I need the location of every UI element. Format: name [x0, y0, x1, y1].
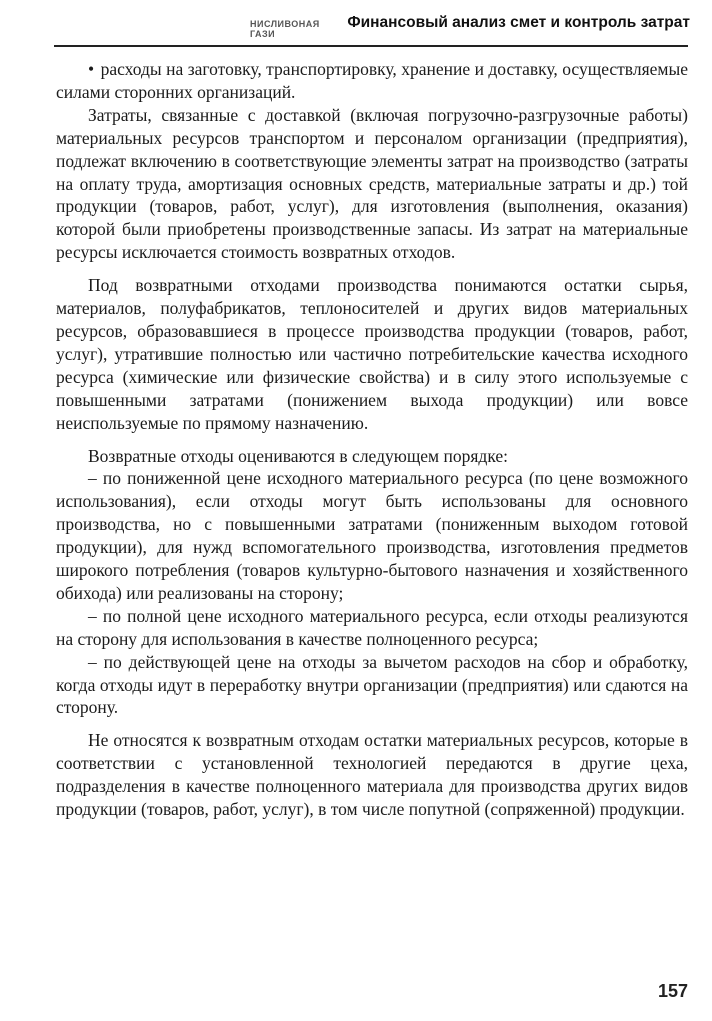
paragraph-exclusions: Не относятся к возвратным отходам остатки материальных ресурсов, которые в соответствии с установленной технологией передаются в другие цеха, подразделения в качестве полноценного материала для производства других видов продукции (товаров, работ, услуг), в том числе попутной (сопряженной) продукции. [56, 730, 688, 820]
dash-item-reduced-price: – по пониженной цене исходного материального ресурса (по цене возможного использования), если отходы могут быть использованы для основного производства, но с повышенными затратами (пониженным выходом готовой продукции), для нужд вспомогательного производства, изготовления предметов широкого потребления (товаров культурно-бытового назначения и хозяйственного обихода) или реализованы на сторону; [56, 468, 688, 603]
running-header-title: Финансовый анализ смет и контроль затрат [347, 14, 690, 31]
paragraph-valuation-intro: Возвратные отходы оцениваются в следующем порядке: [88, 445, 509, 466]
running-header [250, 14, 690, 39]
bullet-text: расходы на заготовку, транспортировку, хранение и доставку, осуществляемые силами сторонних организаций. [56, 59, 688, 102]
bullet-marker: • [88, 59, 95, 79]
header-rule [54, 45, 688, 47]
paragraph-delivery-costs: Затраты, связанные с доставкой (включая погрузочно-разгрузочные работы) материальных ресурсов транспортом и персоналом организации (предприятия), подлежат включению в соответствующие элементы затрат на производство (затраты на оплату труда, амортизация основных средств, материальные затраты и др.) той продукции (товаров, работ, услуг), для изготовления (выполнения, оказания) которой были приобретены производственные запасы. Из затрат на материальные ресурсы исключается стоимость возвратных отходов. [56, 104, 688, 263]
running-header-section-label: НИСЛИВОНАЯ ГАЗИ [250, 19, 320, 39]
dash-item-full-price: – по полной цене исходного материального ресурса, если отходы реализуются на сторону для использования в качестве полноценного ресурса; [56, 605, 688, 649]
page-number: 157 [657, 981, 688, 1001]
body-text [56, 58, 688, 831]
dash-item-current-price: – по действующей цене на отходы за вычетом расходов на сбор и обработку, когда отходы идут в переработку внутри организации (предприятия) или сдаются на сторону. [56, 651, 688, 718]
bullet-paragraph [56, 58, 688, 104]
paragraph-returnable-waste-definition: Под возвратными отходами производства понимаются остатки сырья, материалов, полуфабрикатов, теплоносителей и других видов материальных ресурсов, образовавшиеся в процессе производства продукции (товаров, работ, услуг), утратившие полностью или частично потребительские качества исходного ресурса (химические или физические свойства) и в силу этого используемые с повышенными затратами (понижением выхода продукции) или вовсе неиспользуемые по прямому назначению. [56, 275, 688, 433]
